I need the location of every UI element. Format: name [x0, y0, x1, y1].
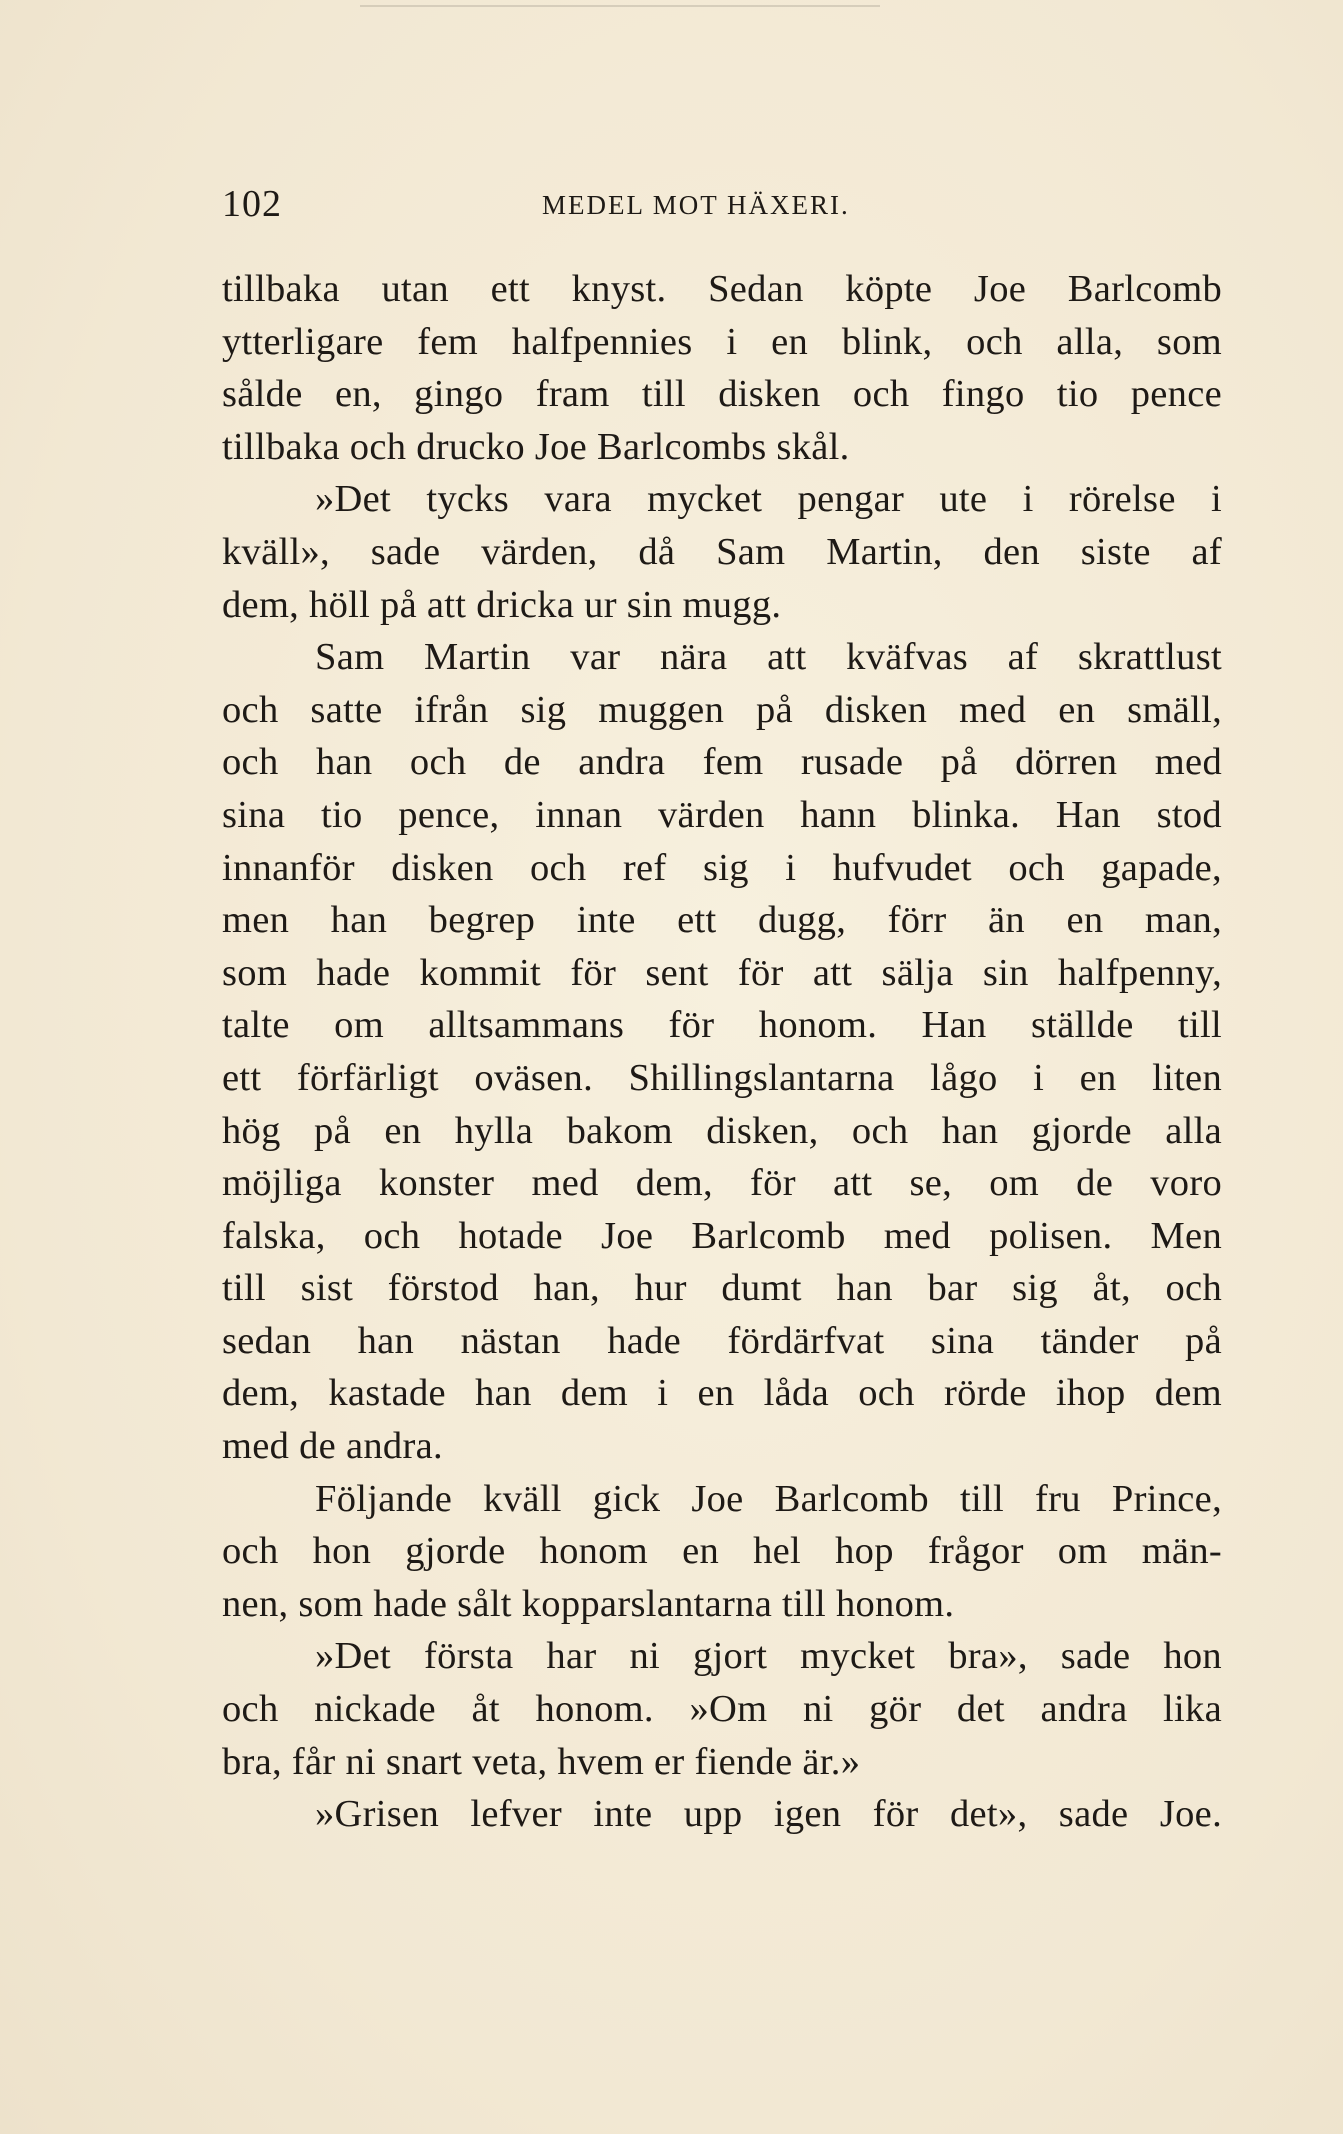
- text-line: dem, kastade han dem i en låda och rörde ihop dem: [222, 1372, 1222, 1415]
- text-line: som hade kommit för sent för att sälja sin halfpenny,: [222, 951, 1222, 994]
- text-line: dem, höll på att dricka ur sin mugg.: [222, 583, 782, 626]
- text-line: Sam Martin var nära att kväfvas af skrattlust: [315, 636, 1222, 679]
- text-line: ett förfärligt oväsen. Shillingslantarna lågo i en liten: [222, 1056, 1222, 1099]
- page-header: [222, 182, 1222, 232]
- text-line: tillbaka och drucko Joe Barlcombs skål.: [222, 425, 850, 468]
- text-line: talte om alltsammans för honom. Han ställde till: [222, 1004, 1222, 1047]
- text-line: »Det tycks vara mycket pengar ute i rörelse i: [315, 478, 1222, 521]
- page-edge-line: [360, 5, 880, 7]
- body-text: [222, 263, 1222, 1841]
- text-line: med de andra.: [222, 1425, 443, 1468]
- text-line: möjliga konster med dem, för att se, om de voro: [222, 1162, 1222, 1205]
- text-line: ytterligare fem halfpennies i en blink, och alla, som: [222, 320, 1222, 363]
- text-line: »Det första har ni gjort mycket bra», sade hon: [315, 1635, 1222, 1678]
- text-line: sina tio pence, innan värden hann blinka. Han stod: [222, 793, 1222, 836]
- text-line: falska, och hotade Joe Barlcomb med polisen. Men: [222, 1214, 1222, 1257]
- text-line: tillbaka utan ett knyst. Sedan köpte Joe Barlcomb: [222, 268, 1222, 310]
- text-line: bra, får ni snart veta, hvem er fiende är.»: [222, 1740, 861, 1783]
- text-line: och satte ifrån sig muggen på disken med en smäll,: [222, 688, 1222, 731]
- text-line: men han begrep inte ett dugg, förr än en man,: [222, 899, 1222, 942]
- text-line: sålde en, gingo fram till disken och fingo tio pence: [222, 373, 1222, 416]
- text-line: och han och de andra fem rusade på dörren med: [222, 741, 1222, 784]
- text-line: och hon gjorde honom en hel hop frågor om män-: [222, 1530, 1222, 1573]
- text-line: till sist förstod han, hur dumt han bar sig åt, och: [222, 1267, 1222, 1310]
- text-line: nen, som hade sålt kopparslantarna till honom.: [222, 1582, 955, 1625]
- text-line: kväll», sade värden, då Sam Martin, den siste af: [222, 530, 1222, 573]
- text-line: Följande kväll gick Joe Barlcomb till fru Prince,: [315, 1477, 1222, 1520]
- text-line: hög på en hylla bakom disken, och han gjorde alla: [222, 1109, 1222, 1152]
- text-line: innanför disken och ref sig i hufvudet och gapade,: [222, 846, 1222, 889]
- text-line: »Grisen lefver inte upp igen för det», sade Joe.: [315, 1793, 1222, 1836]
- text-line: sedan han nästan hade fördärfvat sina tänder på: [222, 1319, 1222, 1362]
- running-head: MEDEL MOT HÄXERI.: [542, 190, 850, 220]
- page-number: 102: [222, 183, 282, 225]
- text-line: och nickade åt honom. »Om ni gör det andra lika: [222, 1688, 1222, 1731]
